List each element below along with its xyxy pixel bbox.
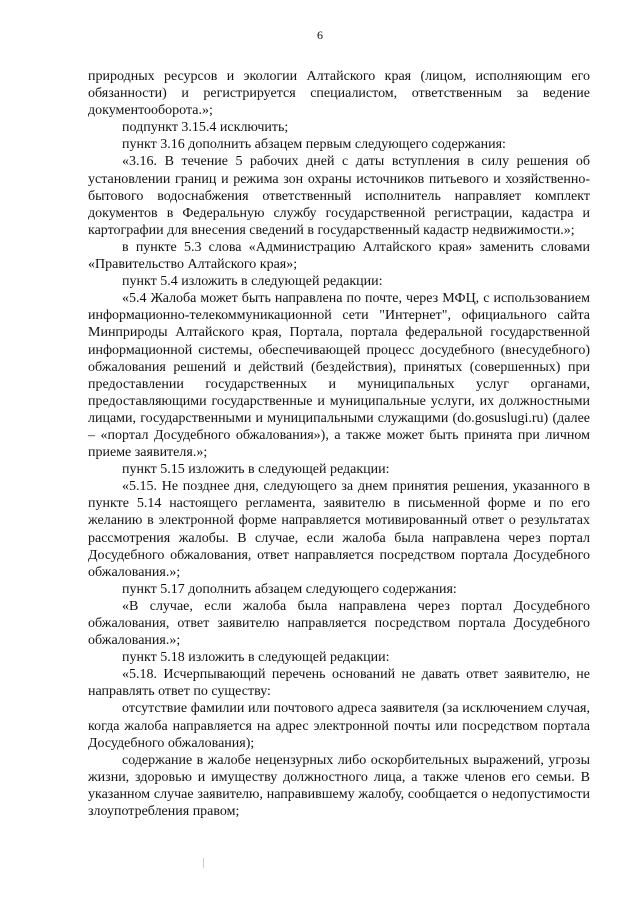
paragraph: отсутствие фамилии или почтового адреса заявителя (за исключением случая, когда жалоба направляется на адрес электронной почты или посредством портала Досудебного обжалования); xyxy=(88,701,590,751)
paragraph: содержание в жалобе нецензурных либо оскорбительных выражений, угрозы жизни, здоровью и имуществу должностного лица, а также членов его семьи. В указанном случае заявителю, направившему жалобу, сообщается о недопустимости злоупотребления правом; xyxy=(88,752,590,820)
paragraph: в пункте 5.3 слова «Администрацию Алтайского края» заменить словами «Правительство Алтайского края»; xyxy=(88,239,590,273)
paragraph: пункт 5.18 изложить в следующей редакции: xyxy=(122,650,390,666)
paragraph: пункт 5.4 изложить в следующей редакции: xyxy=(122,274,383,290)
paragraph: пункт 5.17 дополнить абзацем следующего содержания: xyxy=(122,581,457,597)
page-number: 6 xyxy=(317,28,323,42)
paragraph: подпункт 3.15.4 исключить; xyxy=(122,120,289,136)
paragraph: «В случае, если жалоба была направлена через портал Досудебного обжалования, ответ заявителю направляется посредством портала Досудебного обжалования.»; xyxy=(88,598,590,649)
paragraph: «5.4 Жалоба может быть направлена по почте, через МФЦ, с использованием информационно-телекоммуникационной сети "Интернет", официального сайта Минприроды Алтайского края, Портала, портала федеральной государственной информационной системы, обеспечивающей процесс досудебного (внесудебного) обжалования решений и действий (бездействия), принятых (совершенных) при предоставлении государственных и муниципальных услуг органами, предоставляющими государственные и муниципальные услуги, их должностными лицами, государственными и муниципальными служащими (do.gosuslugi.ru) (далее – «портал Досудебного обжалования»), а также может быть принята при личном приеме заявителя.»; xyxy=(88,291,590,461)
paragraph: пункт 5.15 изложить в следующей редакции: xyxy=(122,462,390,478)
paragraph: «5.15. Не позднее дня, следующего за днем принятия решения, указанного в пункте 5.14 настоящего регламента, заявителю в письменной форме и по его желанию в электронной форме направляется мотивированный ответ о результатах рассмотрения жалобы. В случае, если жалоба была направлена через портал Досудебного обжалования, ответ направляется посредством портала Досудебного обжалования.»; xyxy=(88,479,590,580)
scan-mark xyxy=(203,858,204,868)
paragraph: «5.18. Исчерпывающий перечень оснований не давать ответ заявителю, не направлять ответ по существу: xyxy=(88,667,590,700)
paragraph: пункт 3.16 дополнить абзацем первым следующего содержания: xyxy=(122,137,506,153)
document-body xyxy=(88,68,590,820)
paragraph: «3.16. В течение 5 рабочих дней с даты вступления в силу решения об установлении границ и режима зон охраны источников питьевого и хозяйственно-бытового водоснабжения ответственный исполнитель направляет комплект документов в Федеральную службу государственной регистрации, кадастра и картографии для внесения сведений в государственный кадастр недвижимости.»; xyxy=(88,154,590,238)
paragraph-continuation: природных ресурсов и экологии Алтайского края (лицом, исполняющим его обязанности) и регистрируется специалистом, ответственным за ведение документооборота.»; xyxy=(88,69,590,119)
